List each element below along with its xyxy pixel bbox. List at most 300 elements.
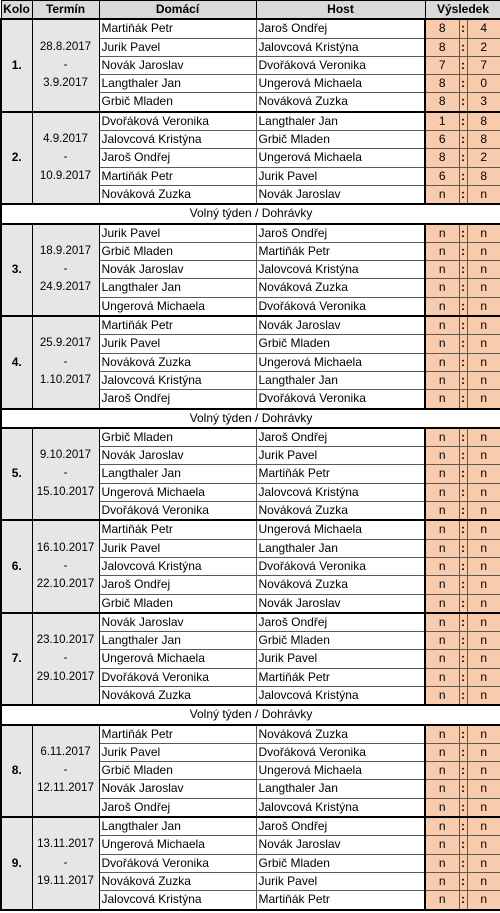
round-number [1, 576, 32, 594]
away-player: Novák Jaroslav [256, 185, 425, 204]
score-separator: : [459, 279, 467, 297]
round-number [1, 725, 32, 744]
round-number: 9. [1, 854, 32, 872]
round-date [32, 316, 99, 335]
round-number [1, 316, 32, 335]
home-player: Langthaler Jan [99, 75, 256, 93]
match-row [1, 539, 500, 557]
round-date: 15.10.2017 [32, 483, 99, 501]
home-score: n [425, 428, 459, 447]
round-date: 4.9.2017 [32, 131, 99, 149]
round-number: 8. [1, 762, 32, 780]
home-score: n [425, 279, 459, 297]
away-score: 2 [467, 149, 500, 167]
home-score: n [425, 891, 459, 910]
score-separator: : [459, 112, 467, 131]
schedule-body [1, 19, 500, 909]
match-row [1, 335, 500, 353]
round-number: 2. [1, 149, 32, 167]
away-score: n [467, 316, 500, 335]
home-score: n [425, 316, 459, 335]
round-number [1, 798, 32, 817]
match-row [1, 242, 500, 260]
round-date [32, 594, 99, 613]
match-row [1, 780, 500, 798]
away-player: Ungerová Michaela [256, 75, 425, 93]
away-player: Novák Jaroslav [256, 836, 425, 854]
round-date: 10.9.2017 [32, 167, 99, 185]
round-number: 5. [1, 465, 32, 483]
home-score: n [425, 185, 459, 204]
home-player: Martiňák Petr [99, 167, 256, 185]
round-date: 23.10.2017 [32, 632, 99, 650]
home-score: n [425, 483, 459, 501]
away-score: n [467, 279, 500, 297]
match-row [1, 465, 500, 483]
round-number [1, 891, 32, 910]
score-separator: : [459, 353, 467, 371]
round-number [1, 224, 32, 243]
score-separator: : [459, 743, 467, 761]
round-number [1, 167, 32, 185]
home-player: Novák Jaroslav [99, 613, 256, 632]
round-number [1, 428, 32, 447]
home-player: Grbič Mladen [99, 93, 256, 112]
match-row [1, 817, 500, 836]
away-score: n [467, 817, 500, 836]
free-week-label: Volný týden / Dohrávky [1, 204, 500, 223]
round-number [1, 185, 32, 204]
match-row [1, 56, 500, 74]
home-score: n [425, 297, 459, 316]
score-separator: : [459, 242, 467, 260]
round-date: - [32, 149, 99, 167]
round-date [32, 817, 99, 836]
home-player: Jurik Pavel [99, 743, 256, 761]
home-player: Ungerová Michaela [99, 297, 256, 316]
match-row [1, 38, 500, 56]
away-player: Grbič Mladen [256, 131, 425, 149]
home-score: n [425, 242, 459, 260]
round-date [32, 725, 99, 744]
score-separator: : [459, 185, 467, 204]
home-score: n [425, 632, 459, 650]
home-player: Jurik Pavel [99, 224, 256, 243]
away-score: n [467, 539, 500, 557]
away-score: n [467, 390, 500, 409]
away-score: n [467, 335, 500, 353]
home-score: 6 [425, 131, 459, 149]
round-number [1, 242, 32, 260]
home-score: n [425, 390, 459, 409]
away-player: Langthaler Jan [256, 780, 425, 798]
match-row [1, 502, 500, 521]
away-player: Jalovcová Kristýna [256, 798, 425, 817]
score-separator: : [459, 447, 467, 465]
away-score: 4 [467, 19, 500, 38]
away-player: Dvořáková Veronika [256, 390, 425, 409]
home-player: Jalovcová Kristýna [99, 557, 256, 575]
away-player: Jaroš Ondřej [256, 428, 425, 447]
away-score: n [467, 185, 500, 204]
home-score: n [425, 539, 459, 557]
away-score: n [467, 650, 500, 668]
away-score: n [467, 557, 500, 575]
score-separator: : [459, 38, 467, 56]
away-player: Jalovcová Kristýna [256, 483, 425, 501]
away-player: Dvořáková Veronika [256, 743, 425, 761]
header-kolo: Kolo [1, 1, 32, 20]
round-date: - [32, 353, 99, 371]
round-number [1, 390, 32, 409]
away-player: Ungerová Michaela [256, 149, 425, 167]
away-player: Novák Jaroslav [256, 316, 425, 335]
match-row [1, 75, 500, 93]
home-score: 7 [425, 56, 459, 74]
home-player: Dvořáková Veronika [99, 668, 256, 686]
home-player: Novák Jaroslav [99, 447, 256, 465]
match-row [1, 297, 500, 316]
home-score: 6 [425, 167, 459, 185]
away-player: Jalovcová Kristýna [256, 261, 425, 279]
round-date [32, 502, 99, 521]
away-score: n [467, 613, 500, 632]
header-host: Host [256, 1, 425, 20]
round-number [1, 447, 32, 465]
home-score: n [425, 261, 459, 279]
home-player: Nováková Zuzka [99, 686, 256, 705]
home-player: Jaroš Ondřej [99, 576, 256, 594]
away-player: Jurik Pavel [256, 167, 425, 185]
away-player: Nováková Zuzka [256, 502, 425, 521]
free-week-label: Volný týden / Dohrávky [1, 409, 500, 428]
round-date [32, 613, 99, 632]
round-date: - [32, 261, 99, 279]
match-row [1, 428, 500, 447]
home-player: Jaroš Ondřej [99, 798, 256, 817]
match-row [1, 650, 500, 668]
home-score: 8 [425, 19, 459, 38]
score-separator: : [459, 891, 467, 910]
score-separator: : [459, 131, 467, 149]
header-row [1, 1, 500, 20]
match-row [1, 447, 500, 465]
score-separator: : [459, 316, 467, 335]
home-score: n [425, 465, 459, 483]
round-number [1, 520, 32, 539]
away-player: Martiňák Petr [256, 891, 425, 910]
home-score: n [425, 447, 459, 465]
score-separator: : [459, 93, 467, 112]
match-row [1, 316, 500, 335]
away-player: Langthaler Jan [256, 539, 425, 557]
away-score: n [467, 872, 500, 890]
round-number: 7. [1, 650, 32, 668]
match-row [1, 798, 500, 817]
away-score: 2 [467, 38, 500, 56]
round-number [1, 112, 32, 131]
round-number [1, 668, 32, 686]
round-date [32, 185, 99, 204]
home-score: n [425, 353, 459, 371]
round-number [1, 780, 32, 798]
round-number [1, 75, 32, 93]
match-row [1, 668, 500, 686]
away-player: Ungerová Michaela [256, 353, 425, 371]
score-separator: : [459, 297, 467, 316]
away-score: n [467, 686, 500, 705]
match-row [1, 613, 500, 632]
away-score: n [467, 261, 500, 279]
round-date: 6.11.2017 [32, 743, 99, 761]
match-row [1, 854, 500, 872]
away-score: n [467, 502, 500, 521]
home-player: Jurik Pavel [99, 539, 256, 557]
header-termin: Termín [32, 1, 99, 20]
match-row [1, 686, 500, 705]
score-separator: : [459, 872, 467, 890]
round-date: - [32, 762, 99, 780]
away-player: Martiňák Petr [256, 668, 425, 686]
away-score: 8 [467, 167, 500, 185]
round-date [32, 520, 99, 539]
round-number [1, 872, 32, 890]
free-week-row [1, 204, 500, 223]
home-score: n [425, 817, 459, 836]
round-number [1, 817, 32, 836]
away-score: 8 [467, 112, 500, 131]
match-row [1, 149, 500, 167]
round-date: 25.9.2017 [32, 335, 99, 353]
home-score: 8 [425, 75, 459, 93]
match-row [1, 279, 500, 297]
home-player: Ungerová Michaela [99, 836, 256, 854]
match-row [1, 261, 500, 279]
score-separator: : [459, 668, 467, 686]
score-separator: : [459, 149, 467, 167]
home-player: Jaroš Ondřej [99, 149, 256, 167]
away-score: 7 [467, 56, 500, 74]
score-separator: : [459, 725, 467, 744]
match-row [1, 224, 500, 243]
score-separator: : [459, 502, 467, 521]
round-number [1, 19, 32, 38]
home-score: n [425, 743, 459, 761]
away-score: n [467, 594, 500, 613]
away-score: 3 [467, 93, 500, 112]
match-row [1, 131, 500, 149]
away-score: n [467, 762, 500, 780]
score-separator: : [459, 56, 467, 74]
home-score: 8 [425, 149, 459, 167]
round-date [32, 19, 99, 38]
score-separator: : [459, 224, 467, 243]
score-separator: : [459, 261, 467, 279]
away-score: 0 [467, 75, 500, 93]
score-separator: : [459, 483, 467, 501]
away-player: Ungerová Michaela [256, 520, 425, 539]
away-score: n [467, 297, 500, 316]
home-score: n [425, 520, 459, 539]
round-date: 22.10.2017 [32, 576, 99, 594]
round-number [1, 539, 32, 557]
score-separator: : [459, 557, 467, 575]
score-separator: : [459, 428, 467, 447]
home-player: Martiňák Petr [99, 725, 256, 744]
away-score: n [467, 668, 500, 686]
away-player: Jalovcová Kristýna [256, 686, 425, 705]
home-score: 8 [425, 38, 459, 56]
score-separator: : [459, 686, 467, 705]
match-row [1, 167, 500, 185]
round-date [32, 112, 99, 131]
score-separator: : [459, 576, 467, 594]
score-separator: : [459, 613, 467, 632]
away-score: n [467, 483, 500, 501]
header-vysledek: Výsledek [425, 1, 500, 20]
away-player: Nováková Zuzka [256, 279, 425, 297]
round-date: 3.9.2017 [32, 75, 99, 93]
round-date [32, 686, 99, 705]
score-separator: : [459, 854, 467, 872]
away-player: Martiňák Petr [256, 465, 425, 483]
match-row [1, 576, 500, 594]
away-player: Grbič Mladen [256, 632, 425, 650]
match-row [1, 743, 500, 761]
round-date: 9.10.2017 [32, 447, 99, 465]
away-score: n [467, 520, 500, 539]
round-number: 3. [1, 261, 32, 279]
round-number [1, 632, 32, 650]
home-score: n [425, 224, 459, 243]
home-player: Jurik Pavel [99, 38, 256, 56]
match-row [1, 371, 500, 389]
home-player: Novák Jaroslav [99, 261, 256, 279]
round-date [32, 798, 99, 817]
match-row [1, 891, 500, 910]
away-player: Jurik Pavel [256, 650, 425, 668]
home-score: n [425, 872, 459, 890]
round-date: - [32, 465, 99, 483]
round-date: - [32, 56, 99, 74]
round-date: 19.11.2017 [32, 872, 99, 890]
round-number [1, 613, 32, 632]
home-player: Ungerová Michaela [99, 650, 256, 668]
home-player: Jalovcová Kristýna [99, 131, 256, 149]
home-score: n [425, 613, 459, 632]
round-number [1, 297, 32, 316]
round-date: 28.8.2017 [32, 38, 99, 56]
score-separator: : [459, 371, 467, 389]
home-player: Langthaler Jan [99, 817, 256, 836]
match-row [1, 93, 500, 112]
round-date: 29.10.2017 [32, 668, 99, 686]
match-row [1, 353, 500, 371]
match-row [1, 762, 500, 780]
match-row [1, 872, 500, 890]
home-score: n [425, 576, 459, 594]
round-date: 1.10.2017 [32, 371, 99, 389]
round-number [1, 594, 32, 613]
home-score: n [425, 836, 459, 854]
home-score: n [425, 371, 459, 389]
home-score: n [425, 762, 459, 780]
match-row [1, 483, 500, 501]
free-week-row [1, 705, 500, 724]
round-number [1, 743, 32, 761]
score-separator: : [459, 390, 467, 409]
away-player: Langthaler Jan [256, 112, 425, 131]
away-score: n [467, 428, 500, 447]
match-row [1, 19, 500, 38]
away-player: Dvořáková Veronika [256, 297, 425, 316]
round-number [1, 93, 32, 112]
round-date: - [32, 854, 99, 872]
home-player: Ungerová Michaela [99, 483, 256, 501]
match-row [1, 594, 500, 613]
match-row [1, 557, 500, 575]
score-separator: : [459, 335, 467, 353]
match-row [1, 390, 500, 409]
home-player: Nováková Zuzka [99, 353, 256, 371]
round-date: - [32, 557, 99, 575]
home-player: Martiňák Petr [99, 316, 256, 335]
round-number: 6. [1, 557, 32, 575]
score-separator: : [459, 539, 467, 557]
home-score: 1 [425, 112, 459, 131]
home-player: Martiňák Petr [99, 19, 256, 38]
away-player: Nováková Zuzka [256, 93, 425, 112]
round-date: - [32, 650, 99, 668]
score-separator: : [459, 780, 467, 798]
away-player: Novák Jaroslav [256, 594, 425, 613]
score-separator: : [459, 167, 467, 185]
away-player: Jurik Pavel [256, 872, 425, 890]
home-player: Grbič Mladen [99, 594, 256, 613]
round-number [1, 335, 32, 353]
round-date: 12.11.2017 [32, 780, 99, 798]
score-separator: : [459, 465, 467, 483]
round-date: 24.9.2017 [32, 279, 99, 297]
away-player: Martiňák Petr [256, 242, 425, 260]
away-player: Jurik Pavel [256, 447, 425, 465]
round-number [1, 371, 32, 389]
score-separator: : [459, 650, 467, 668]
away-player: Nováková Zuzka [256, 576, 425, 594]
score-separator: : [459, 75, 467, 93]
away-score: n [467, 576, 500, 594]
home-score: n [425, 725, 459, 744]
home-score: n [425, 650, 459, 668]
score-separator: : [459, 762, 467, 780]
match-row [1, 632, 500, 650]
home-score: n [425, 557, 459, 575]
round-number [1, 483, 32, 501]
score-separator: : [459, 798, 467, 817]
away-player: Ungerová Michaela [256, 762, 425, 780]
home-player: Dvořáková Veronika [99, 502, 256, 521]
away-score: n [467, 353, 500, 371]
away-player: Jaroš Ondřej [256, 19, 425, 38]
match-row [1, 520, 500, 539]
away-player: Grbič Mladen [256, 854, 425, 872]
home-player: Langthaler Jan [99, 465, 256, 483]
round-number [1, 502, 32, 521]
score-separator: : [459, 594, 467, 613]
home-player: Grbič Mladen [99, 428, 256, 447]
match-row [1, 112, 500, 131]
home-score: n [425, 594, 459, 613]
